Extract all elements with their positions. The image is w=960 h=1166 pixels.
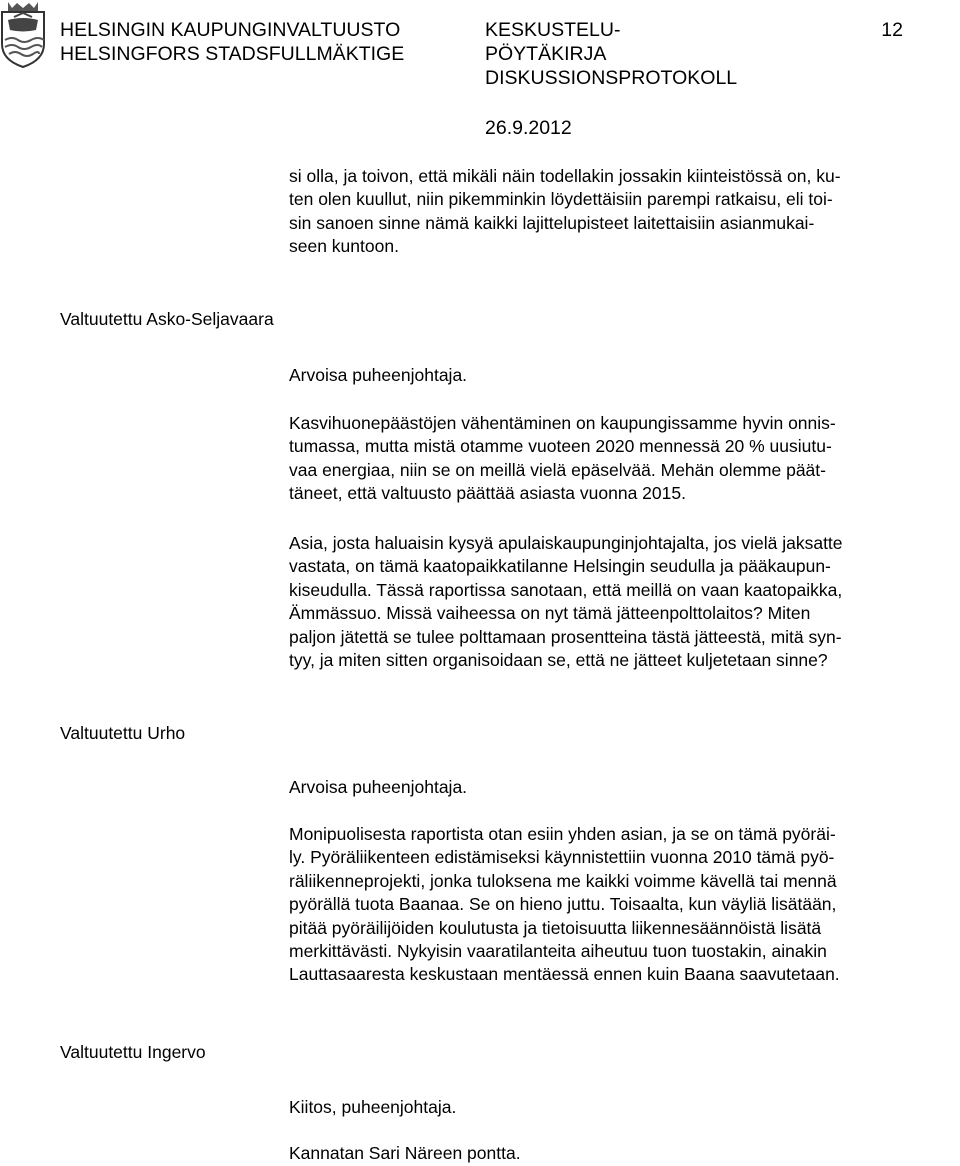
text-line: vastata, on tämä kaatopaikkatilanne Helsingin seudulla ja pääkaupun-: [289, 556, 831, 577]
text-line: merkittävästi. Nykyisin vaaratilanteita aiheutuu tuon tuostakin, ainakin: [289, 941, 827, 962]
header-doc-type-1: KESKUSTELU-: [485, 19, 621, 41]
header-org-sv: HELSINGFORS STADSFULLMÄKTIGE: [60, 43, 405, 65]
speech-paragraph: [289, 412, 957, 506]
speaker-name: Valtuutettu Urho: [60, 723, 186, 743]
text-line: Monipuolisesta raportista otan esiin yhden asian, ja se on tämä pyöräi-: [289, 824, 836, 844]
text-line: si olla, ja toivon, että mikäli näin todellakin jossakin kiinteistössä on, ku-: [289, 166, 841, 186]
speaker-name: Valtuutettu Asko-Seljavaara: [60, 309, 274, 329]
text-line: sin sanoen sinne nämä kaikki lajittelupisteet laitettaisiin asianmukai-: [289, 212, 815, 233]
coat-of-arms-logo: [0, 0, 46, 68]
speech-greeting: Arvoisa puheenjohtaja.: [289, 777, 468, 797]
text-line: Kasvihuonepäästöjen vähentäminen on kaupungissamme hyvin onnis-: [289, 413, 836, 433]
text-line: seen kuntoon.: [289, 236, 399, 257]
header-doc-type-3: DISKUSSIONSPROTOKOLL: [485, 67, 738, 89]
text-line: tumassa, mutta mistä otamme vuoteen 2020 mennessä 20 % uusiutu-: [289, 436, 832, 457]
text-line: Ämmässuo. Missä vaiheessa on nyt tämä jätteenpolttolaitos? Miten: [289, 603, 811, 624]
text-line: täneet, että valtuusto päättää asiasta vuonna 2015.: [289, 483, 686, 504]
speech-paragraph: [289, 823, 957, 987]
text-line: pyörällä tuota Baanaa. Se on hieno juttu. Toisaalta, kun väyliä lisätään,: [289, 894, 837, 915]
speech-greeting: Arvoisa puheenjohtaja.: [289, 365, 468, 385]
header-org-fi: HELSINGIN KAUPUNGINVALTUUSTO: [60, 19, 401, 41]
text-line: Lauttasaaresta keskustaan mentäessä ennen kuin Baana saavutetaan.: [289, 964, 840, 985]
text-line: kiseudulla. Tässä raportissa sanotaan, että meillä on vaan kaatopaikka,: [289, 579, 843, 600]
page-number: 12: [881, 19, 903, 41]
speech-paragraph: [289, 532, 957, 672]
text-line: pitää pyöräilijöiden koulutusta ja tietoisuutta liikennesäännöistä lisätä: [289, 917, 822, 938]
speaker-name: Valtuutettu Ingervo: [60, 1042, 206, 1062]
speech-text: Kannatan Sari Näreen pontta.: [289, 1143, 521, 1163]
text-line: ly. Pyöräliikenteen edistämiseksi käynnistettiin vuonna 2010 tämä pyö-: [289, 847, 835, 868]
text-line: paljon jätettä se tulee polttamaan prosentteina tästä jätteestä, mitä syn-: [289, 626, 842, 647]
header-doc-type-2: PÖYTÄKIRJA: [485, 43, 607, 65]
speech-greeting: Kiitos, puheenjohtaja.: [289, 1097, 457, 1117]
text-line: tyy, ja miten sitten organisoidaan se, että ne jätteet kuljetetaan sinne?: [289, 650, 828, 671]
intro-paragraph: [289, 165, 957, 259]
text-line: räliikenneprojekti, jonka tuloksena me kaikki voimme kävellä tai mennä: [289, 870, 837, 891]
text-line: vaa energiaa, niin se on meillä vielä epäselvää. Mehän olemme päät-: [289, 459, 826, 480]
header-date: 26.9.2012: [485, 117, 572, 139]
text-line: ten olen kuullut, niin pikemminkin löydettäisiin parempi ratkaisu, eli toi-: [289, 189, 833, 210]
text-line: Asia, josta haluaisin kysyä apulaiskaupunginjohtajalta, jos vielä jaksatte: [289, 533, 843, 553]
